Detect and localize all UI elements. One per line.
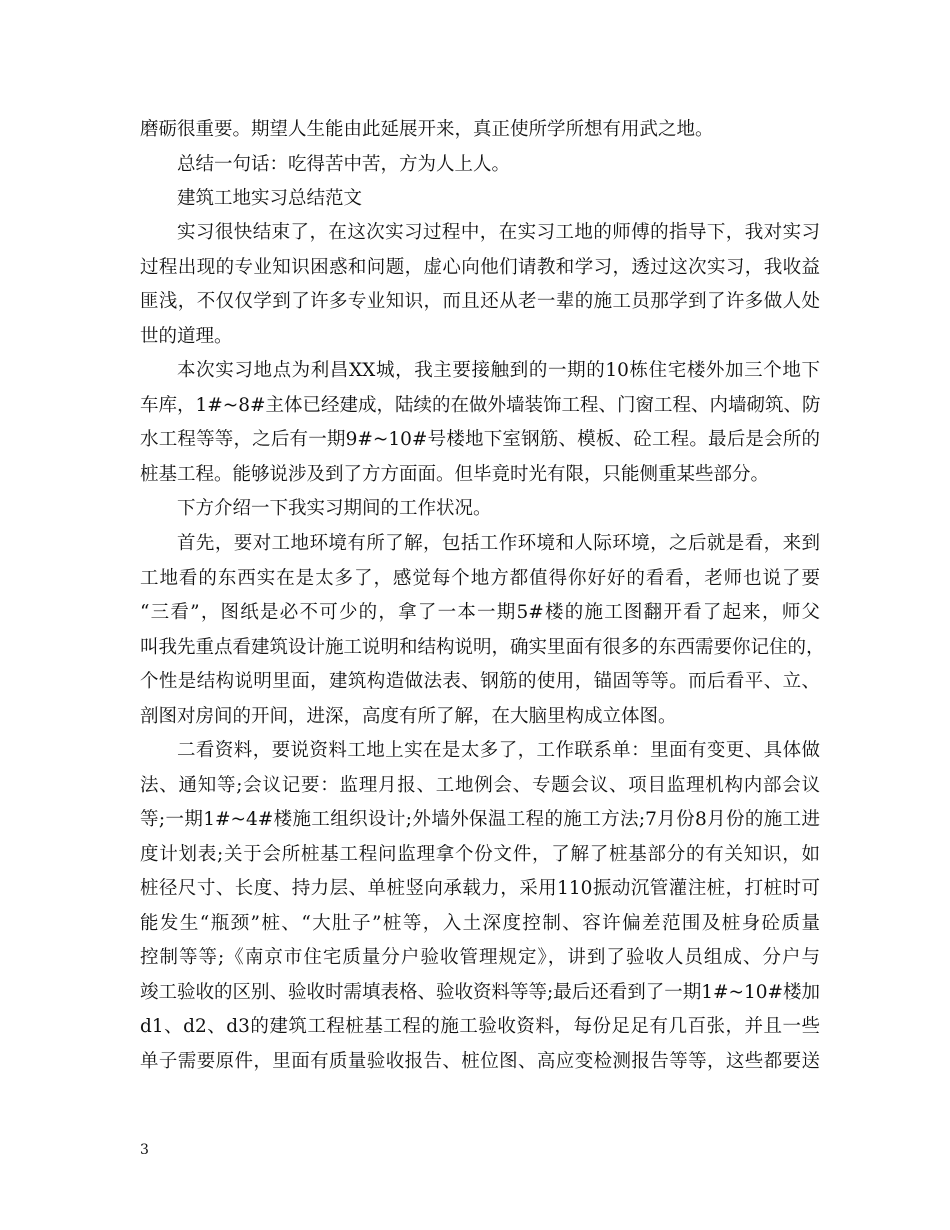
- text-line: 总结一句话：吃得苦中苦，方为人上人。: [177, 154, 511, 175]
- text-line: 车库，1#~8#主体已经建成，陆续的在做外墙装饰工程、门窗工程、内墙砌筑、防: [140, 395, 821, 416]
- text-line: 下方介绍一下我实习期间的工作状况。: [177, 498, 492, 519]
- text-line: “三看”，图纸是必不可少的，拿了一本一期5#楼的施工图翻开看了起来，师父: [140, 602, 820, 623]
- text-line: 工地看的东西实在是太多了，感觉每个地方都值得你好好的看看，老师也说了要: [140, 568, 820, 589]
- page-number: 3: [140, 1142, 149, 1158]
- text-line: 单子需要原件，里面有质量验收报告、桩位图、高应变检测报告等等，这些都要送: [140, 1051, 820, 1072]
- text-line: 桩基工程。能够说涉及到了方方面面。但毕竟时光有限，只能侧重某些部分。: [140, 464, 770, 485]
- text-line: 法、通知等;会议记要：监理月报、工地例会、专题会议、项目监理机构内部会议: [140, 775, 820, 796]
- text-line: 能发生“瓶颈”桩、“大肚子”桩等，入土深度控制、容许偏差范围及桩身砼质量: [140, 913, 820, 934]
- text-line: d1、d2、d3的建筑工程桩基工程的施工验收资料，每份足足有几百张，并且一些: [140, 1016, 820, 1037]
- text-line: 首先，要对工地环境有所了解，包括工作环境和人际环境，之后就是看，来到: [177, 533, 820, 554]
- text-line: 实习很快结束了，在这次实习过程中，在实习工地的师傅的指导下，我对实习: [177, 222, 820, 243]
- text-line: 桩径尺寸、长度、持力层、单桩竖向承载力，采用110振动沉管灌注桩，打桩时可: [140, 878, 820, 899]
- text-line: 二看资料，要说资料工地上实在是太多了，工作联系单：里面有变更、具体做: [177, 740, 820, 761]
- text-line: 度计划表;关于会所桩基工程问监理拿个份文件，了解了桩基部分的有关知识，如: [140, 844, 820, 865]
- section-heading: 建筑工地实习总结范文: [177, 188, 363, 209]
- text-line: 本次实习地点为利昌XX城，我主要接触到的一期的10栋住宅楼外加三个地下: [177, 360, 820, 381]
- text-line: 世的道理。: [140, 326, 233, 347]
- text-line: 磨砺很重要。期望人生能由此延展开来，真正使所学所想有用武之地。: [140, 119, 714, 140]
- text-line: 个性是结构说明里面，建筑构造做法表、钢筋的使用，锚固等等。而后看平、立、: [140, 671, 820, 692]
- text-line: 等;一期1#~4#楼施工组织设计;外墙外保温工程的施工方法;7月份8月份的施工进: [140, 809, 820, 830]
- text-line: 过程出现的专业知识困惑和问题，虚心向他们请教和学习，透过这次实习，我收益: [140, 257, 820, 278]
- text-line: 控制等等;《南京市住宅质量分户验收管理规定》，讲到了验收人员组成、分户与: [140, 947, 820, 968]
- text-line: 水工程等等，之后有一期9#~10#号楼地下室钢筋、模板、砼工程。最后是会所的: [140, 429, 820, 450]
- text-line: 匪浅，不仅仅学到了许多专业知识，而且还从老一辈的施工员那学到了许多做人处: [140, 291, 820, 312]
- text-line: 竣工验收的区别、验收时需填表格、验收资料等等;最后还看到了一期1#~10#楼加: [140, 982, 821, 1003]
- text-line: 剖图对房间的开间，进深，高度有所了解，在大脑里构成立体图。: [140, 706, 677, 727]
- text-line: 叫我先重点看建筑设计施工说明和结构说明，确实里面有很多的东西需要你记住的，: [140, 637, 825, 658]
